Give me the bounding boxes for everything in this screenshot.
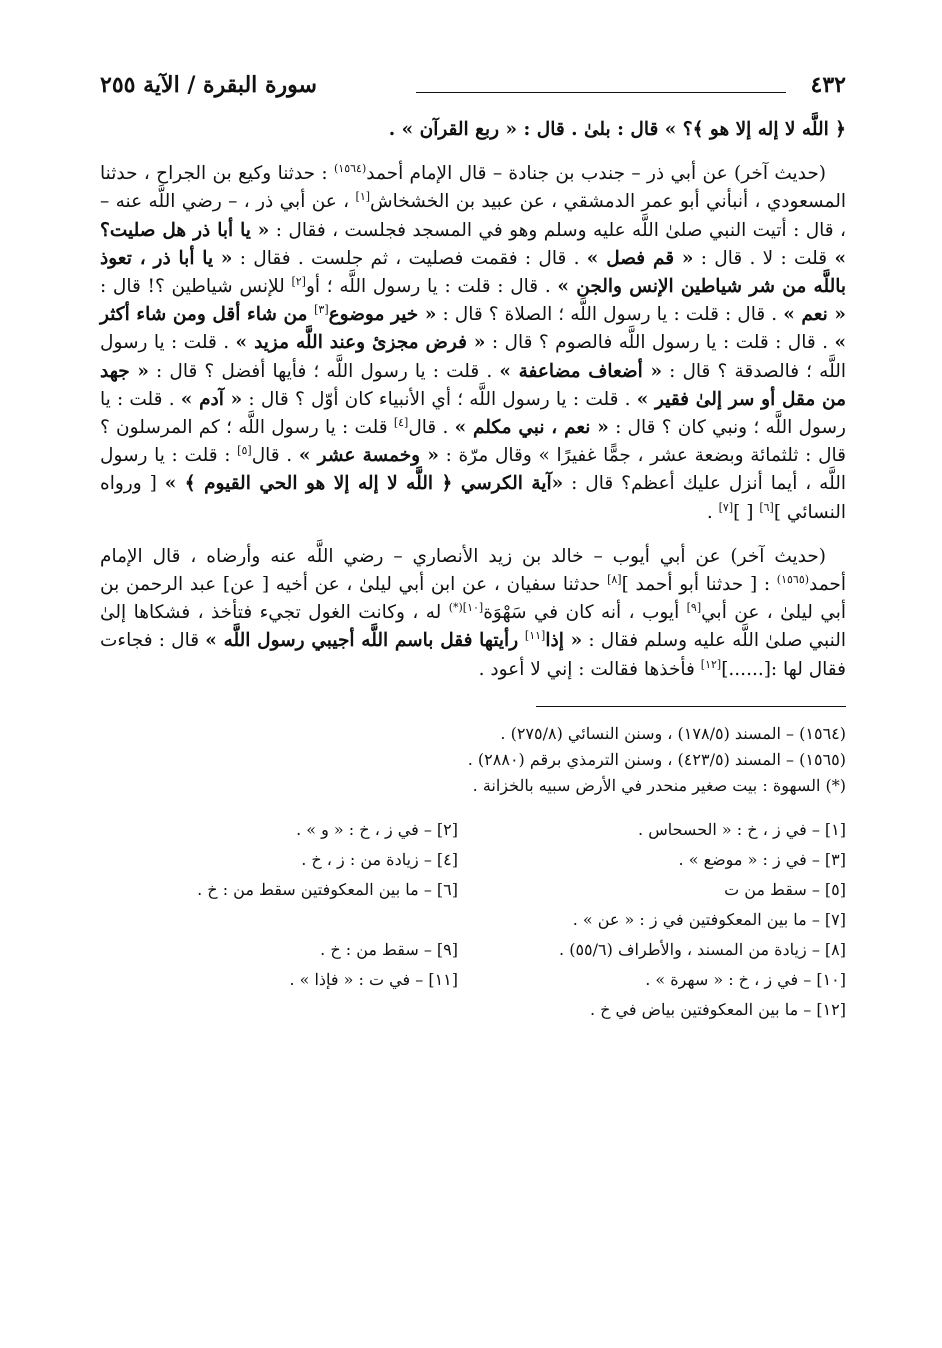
text-span: . قال: [408, 417, 455, 439]
hadith-paragraph-1: [100, 160, 846, 527]
text-span: . قلت : يا رسول اللَّه ؛ فأيها أفضل ؟ قال :: [148, 360, 500, 382]
text-span: . قلت : يا رسول اللَّه ؛ أي الأنبياء كان أوّل ؟ قال :: [242, 388, 637, 410]
text-span: (حديث آخر) عن أبي ذر – جندب بن جنادة – قال الإمام أحمد: [366, 163, 826, 185]
bold-quote: « نعم ، نبي مكلم »: [454, 417, 609, 439]
variant-note: [١١] – في ت : « فإذا » .: [289, 969, 458, 989]
text-span: ، عن أبي ذر ، – رضي اللَّه عنه – ، قال : أتيت النبي صلىٰ اللَّه عليه وسلم وهو في المسجد فجلست ، فقال :: [100, 191, 846, 241]
reference-marker: (١٥٦٥): [776, 572, 810, 586]
footnote: (١٥٦٤) – المسند (١٧٨/٥) ، وسنن النسائي (٢٧٥/٨) .: [500, 723, 846, 743]
reference-marker: [٣]: [314, 303, 329, 317]
bold-quote: « قم فصل »: [586, 247, 694, 269]
reference-marker: (١٥٦٤): [334, 162, 367, 176]
text-span: فأخذها فقالت : إني لا أعود .: [478, 658, 701, 680]
variant-notes: [100, 815, 846, 1025]
text-span: قلت : يا رسول اللَّه ؛ كم المرسلون ؟ قال : ثلثمائة وبضعة عشر ، جمًّا غفيرًا » وقال مرّة :: [100, 417, 846, 467]
page-number: ٤٣٢: [810, 72, 846, 98]
bold-quote: « آدم »: [180, 388, 243, 410]
bold-quote: « وخمسة عشر »: [298, 445, 439, 467]
bold-quote: «آية الكرسي ﴿ اللَّه لا إله إلا هو الحي القيوم ﴾ »: [164, 473, 564, 495]
bold-quote: رأيتها فقل باسم اللَّه أجيبي رسول اللَّه »: [205, 630, 525, 652]
footnote: (*) السهوة : بيت صغير منحدر في الأرض سبيه بالخزانة .: [472, 775, 846, 795]
text-span: [ ]: [733, 501, 760, 523]
text-span: قلت : لا . قال :: [693, 247, 835, 269]
text-span: : حدثنا وكيع بن الجراح ، حدثنا المسعودي ، أنبأني أبو عمر الدمشقي ، عن عبيد بن الخشخاش: [100, 163, 846, 213]
text-span: حدثنا سفيان ، عن ابن أبي ليلىٰ ، عن أخيه [ عن] عبد الرحمن بن أبي ليلىٰ ، عن أبي: [100, 574, 847, 624]
reference-marker: [١٠](*): [448, 601, 484, 615]
reference-marker: [٤]: [393, 415, 409, 429]
text-span: . قال : قلت : يا رسول اللَّه ؛ الصلاة ؟ قال :: [436, 304, 784, 326]
reference-marker: [٧]: [718, 500, 734, 514]
variant-note: [٥] – سقط من ت: [724, 879, 846, 899]
bold-quote: « فرض مجزئ وعند اللَّه مزيد »: [235, 332, 486, 354]
variant-note: [١] – في ز ، خ : « الحسحاس .: [638, 819, 846, 839]
reference-marker: [٥]: [237, 444, 252, 458]
text-span: : قلت : يا رسول اللَّه ، أيما أنزل عليك أعظم؟ قال :: [100, 445, 846, 495]
text-span: . قال : قلت : يا رسول اللَّه فالصوم ؟ قال :: [485, 332, 835, 354]
quote-line: ﴿ اللَّه لا إله إلا هو ﴾؟ » قال : بلىٰ . قال : « ربع القرآن » .: [388, 119, 846, 140]
running-title: سورة البقرة / الآية ٢٥٥: [100, 72, 317, 98]
bold-quote: « جهد من مقل أو سر إلىٰ فقير »: [100, 360, 847, 410]
bold-quote: « أضعاف مضاعفة »: [499, 360, 663, 382]
bold-quote: « إذا: [545, 630, 583, 652]
variant-note: [٧] – ما بين المعكوفتين في ز : « عن » .: [572, 909, 846, 929]
variant-note: [٢] – في ز ، خ : « و » .: [296, 819, 458, 839]
bold-quote: « خير موضوع: [328, 304, 437, 326]
variant-note: [٨] – زيادة من المسند ، والأطراف (٥٥/٦) .: [559, 939, 846, 959]
bold-quote: « يا أبا ذر ، تعوذ باللَّه من شر شياطين الإنس والجن »: [100, 247, 846, 298]
text-span: .: [706, 501, 719, 523]
reference-marker: [٦]: [759, 500, 774, 514]
text-span: . قال : قلت : يا رسول اللَّه ؛ أو: [305, 276, 558, 298]
variant-note: [٦] – ما بين المعكوفتين سقط من : خ .: [197, 879, 458, 899]
footnote-separator: [536, 706, 846, 707]
bold-quote: من شاء أقل ومن شاء أكثر »: [100, 304, 846, 354]
bold-quote: « نعم »: [783, 304, 846, 326]
variant-note: [١٢] – ما بين المعكوفتين بياض في خ .: [589, 999, 846, 1019]
text-span: : [ حدثنا أبو أحمد ]: [621, 574, 777, 596]
header-rule: [416, 92, 786, 93]
variant-note: [١٠] – في ز ، خ : « سهرة » .: [645, 969, 846, 989]
reference-marker: [١]: [355, 190, 371, 204]
text-span: (حديث آخر) عن أبي أيوب – خالد بن زيد الأنصاري – رضي اللَّه عنه وأرضاه ، قال الإمام أحمد: [100, 545, 847, 596]
text-span: له ، وكانت الغول تجيء فتأخذ ، فشكاها إلىٰ النبي صلىٰ اللَّه عليه وسلم فقال :: [100, 602, 846, 652]
text-span: قال : فجاءت فقال لها :[......]: [100, 630, 846, 680]
main-text: [100, 116, 846, 684]
variant-note: [٤] – زيادة من : ز ، خ .: [301, 849, 458, 869]
variant-note: [٩] – سقط من : خ .: [320, 939, 458, 959]
reference-marker: [٩]: [686, 601, 702, 615]
source-footnotes: [100, 721, 846, 799]
reference-marker: [٢]: [291, 274, 306, 288]
page-header: [100, 62, 846, 102]
text-span: . قال: [251, 445, 299, 467]
hadith-paragraph-2: [100, 543, 846, 684]
text-span: . قلت : يا رسول اللَّه ؛ فالصدقة ؟ قال :: [100, 332, 846, 382]
text-span: . قلت : يا رسول اللَّه ؛ ونبي كان ؟ قال :: [100, 388, 846, 439]
text-span: أيوب ، أنه كان في سَهْوَة: [483, 602, 687, 624]
reference-marker: [٨]: [607, 572, 622, 586]
text-span: للإنس شياطين ؟! قال :: [100, 276, 292, 298]
text-span: . قال : فقمت فصليت ، ثم جلست . فقال :: [232, 247, 587, 269]
bold-quote: « يا أبا ذر هل صليت؟ »: [100, 219, 846, 269]
reference-marker: [١٢]: [700, 657, 722, 671]
reference-marker: [١١]: [524, 629, 546, 643]
text-span: [ ورواه النسائي ]: [100, 473, 846, 523]
variant-note: [٣] – في ز : « موضع » .: [678, 849, 846, 869]
footnote: (١٥٦٥) – المسند (٤٢٣/٥) ، وسنن الترمذي برقم (٢٨٨٠) .: [467, 749, 846, 769]
